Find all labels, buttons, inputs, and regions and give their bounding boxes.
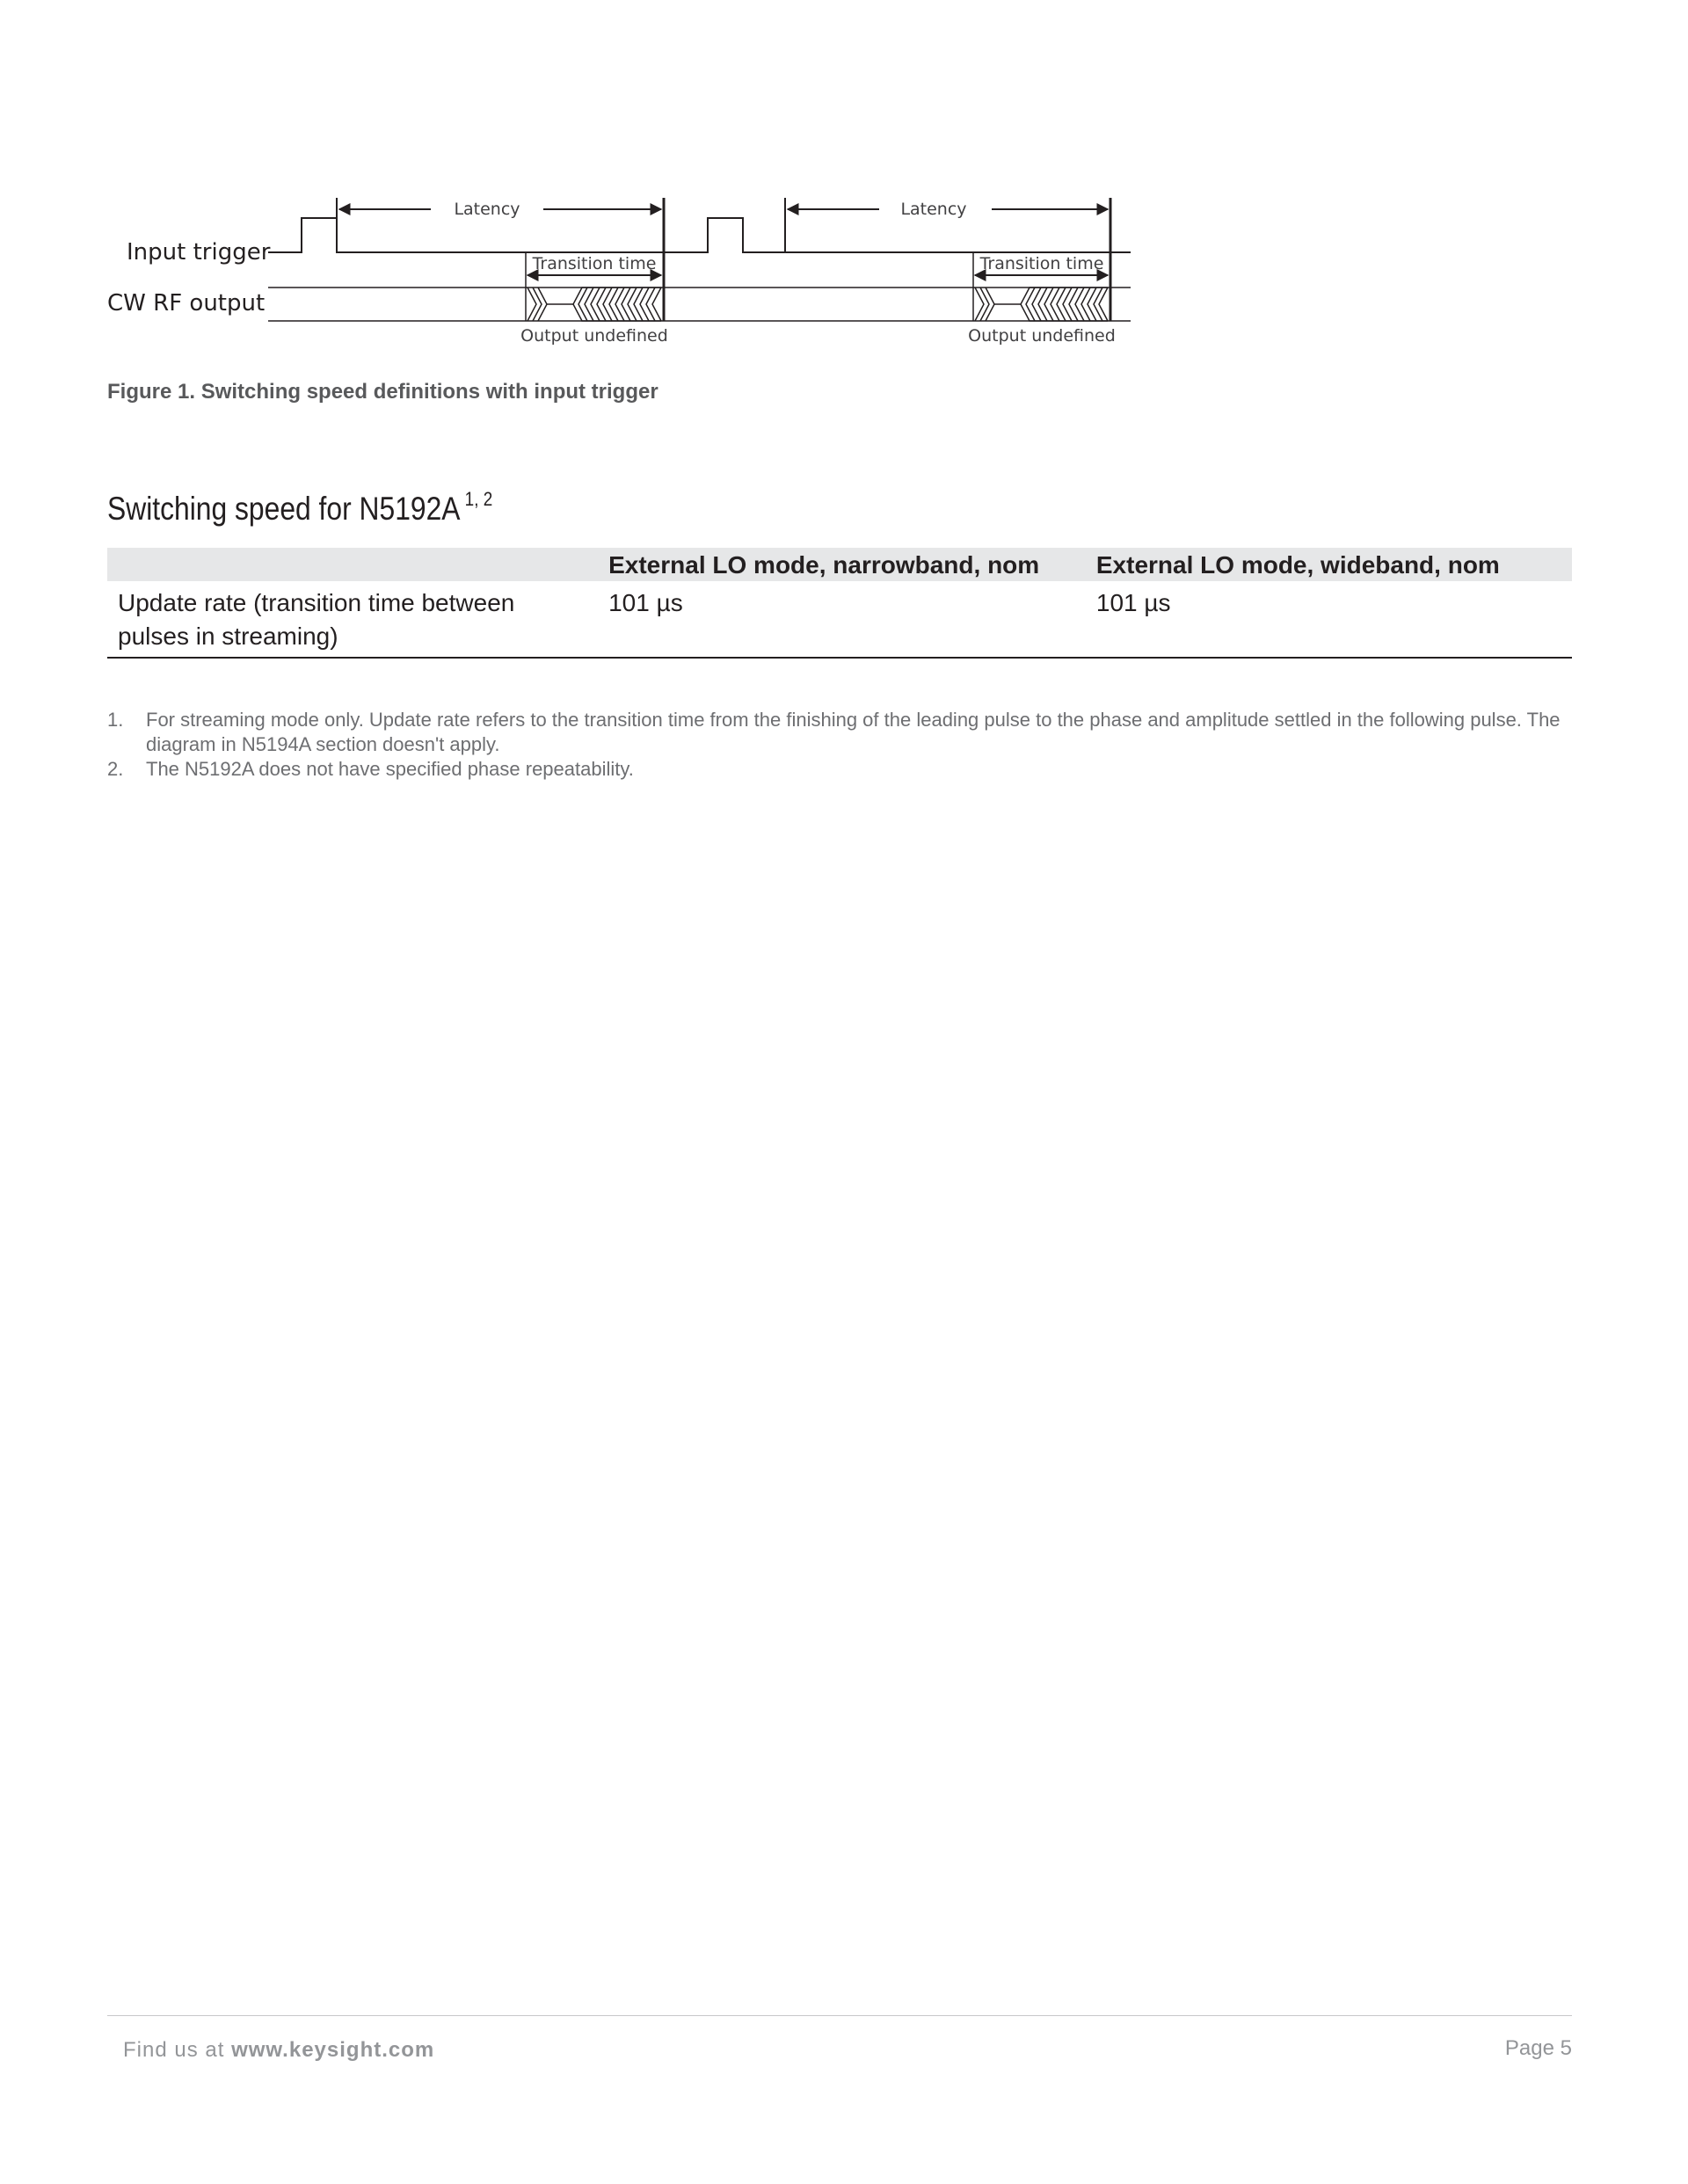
transition-label-1: Transition time (532, 254, 657, 273)
table-header-empty (107, 548, 598, 581)
undefined-region-1 (528, 288, 661, 321)
footnote-text: The N5192A does not have specified phase repeatability. (146, 758, 634, 780)
footer-find-us (123, 2038, 434, 2063)
section-title (107, 488, 492, 528)
update-rate-label: Update rate (transition time between pulses in streaming) (118, 589, 515, 650)
output-undefined-label-1: Output undefined (520, 326, 668, 346)
undefined-region-2 (975, 288, 1108, 321)
cw-rf-output-label: CW RF output (107, 290, 266, 317)
footer-divider (107, 2015, 1572, 2016)
switching-speed-table (107, 548, 1572, 659)
table-header-row (107, 548, 1572, 581)
input-trigger-waveform (268, 218, 1131, 252)
footnote-text: For streaming mode only. Update rate refers to the transition time from the finishing of the leading pulse to the phase and amplitude settled in the following pulse. The diagram in N5194A section doesn't apply. (146, 709, 1561, 755)
input-trigger-label: Input trigger (127, 239, 271, 266)
table-cell-wideband: 101 µs (1086, 581, 1572, 658)
footer-prefix: Find us at (123, 2038, 225, 2062)
table-cell-label (107, 581, 598, 658)
transition-label-2: Transition time (979, 254, 1104, 273)
figure-caption: Figure 1. Switching speed definitions with input trigger (107, 380, 658, 404)
footnote-number: 2. (107, 758, 124, 780)
footnotes (107, 708, 1584, 782)
table-header-wideband: External LO mode, wideband, nom (1086, 548, 1572, 581)
table-cell-narrowband: 101 µs (598, 581, 1086, 658)
timing-diagram (88, 180, 1160, 356)
table-row (107, 581, 1572, 658)
latency-label-1: Latency (454, 200, 520, 219)
footer-url-link[interactable]: www.keysight.com (231, 2038, 435, 2062)
footnote-number: 1. (107, 709, 124, 731)
page-number: Page 5 (1504, 2036, 1572, 2060)
latency-label-2: Latency (900, 200, 967, 219)
section-title-refs: 1, 2 (464, 488, 493, 510)
footnote-2 (107, 757, 1584, 782)
section-title-text: Switching speed for N5192A (107, 491, 461, 527)
footnote-1 (107, 708, 1584, 757)
table-header-narrowband: External LO mode, narrowband, nom (598, 548, 1086, 581)
output-undefined-label-2: Output undefined (968, 326, 1116, 346)
